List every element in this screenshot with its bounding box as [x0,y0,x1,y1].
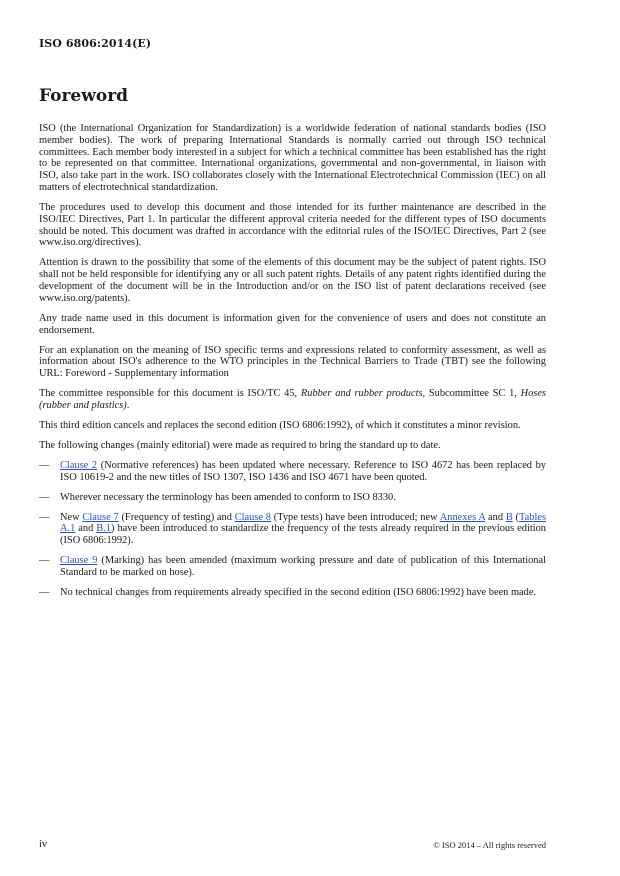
committee-prefix: The committee responsible for this document is ISO/TC 45, [39,388,301,400]
paragraph-iso-intro: ISO (the International Organization for Standardization) is a worldwide federation of national standards bodies (ISO member bodies). The work of preparing International Standards is normally carried out through ISO technical committees. Each member body interested in a subject for which a technical committee has been established has the right to be represented on that committee. International organizations, governmental and non-governmental, in liaison with ISO, also take part in the work. ISO collaborates closely with the International Electrotechnical Commission (IEC) on all matters of electrotechnical standardization. [39,123,546,193]
committee-sc-name: Hoses (rubber and plastics) [39,388,546,411]
clause-7-link[interactable]: Clause 7 [82,511,119,523]
list-item [39,587,546,599]
annexes-a-link[interactable]: Annexes A [439,511,486,523]
paragraph-changes-intro: The following changes (mainly editorial) were made as required to bring the standard up to date. [39,439,441,451]
clause-2-link[interactable]: Clause 2 [60,459,98,471]
paragraph-trade-name: Any trade name used in this document is information given for the convenience of users and does not constitute an endorsement. [39,312,546,336]
clause-9-link[interactable]: Clause 9 [60,555,98,567]
list-item [39,555,546,579]
paragraph-patents: Attention is drawn to the possibility that some of the elements of this document may be the subject of patent rights. ISO shall not be held responsible for identifying any or all such patent rights. Details of any patent rights identified during the development of the document will be in the Introduction and/or on the ISO list of patent declarations received (see www.iso.org/patents). [39,257,546,304]
changes-list [39,460,546,599]
list-item-text: (Normative references) has been updated where necessary. Reference to ISO 4672 has been replaced by ISO 10619-2 and the new titles of ISO 1307, ISO 1436 and ISO 4671 have been quoted. [60,459,546,483]
dash-bullet: — [39,586,50,598]
annex-b-link[interactable]: B [505,511,513,523]
paragraph-conformity: For an explanation on the meaning of ISO specific terms and expressions related to conformity assessment, as well as information about ISO's adherence to the WTO principles in the Technical Barriers to Trade (TBT) see the following URL: Foreword - Supplementary information [39,344,546,380]
list-item-text: No technical changes from requirements already specified in the second edition (ISO 6806:1992) have been made. [60,586,537,598]
list-item-text: and [485,511,506,523]
list-item-text: (Frequency of testing) and [118,511,235,523]
paragraph-committee [39,388,546,412]
committee-middle: , Subcommittee SC 1, [422,388,521,400]
list-item-text: ) have been introduced to standardize the frequency of the tests already required in the previous edition (ISO 6806:1992). [60,523,546,547]
document-id-header: ISO 6806:2014(E) [39,37,152,50]
paragraph-edition: This third edition cancels and replaces the second edition (ISO 6806:1992), of which it constitutes a minor revision. [39,419,521,431]
list-item-text: (Type tests) have been introduced; new [270,511,440,523]
foreword-body [39,123,546,607]
dash-bullet: — [39,491,50,503]
dash-bullet: — [39,459,50,471]
list-item [39,512,546,547]
copyright-notice: © ISO 2014 – All rights reserved [433,840,546,850]
page-number: iv [39,839,48,850]
paragraph-procedures: The procedures used to develop this document and those intended for its further maintenance are described in the ISO/IEC Directives, Part 1. In particular the different approval criteria needed for the different types of ISO documents should be noted. This document was drafted in accordance with the editorial rules of the ISO/IEC Directives, Part 2 (see www.iso.org/directives). [39,201,546,249]
list-item-text: and [75,523,97,535]
list-item [39,460,546,484]
dash-bullet: — [39,555,50,567]
committee-tc-name: Rubber and rubber products [300,388,423,400]
list-item-text: New [60,511,83,523]
list-item-text: (Marking) has been amended (maximum working pressure and date of publication of this International Standard to be marked on hose). [60,555,546,578]
table-b1-link[interactable]: B.1 [96,523,112,535]
table-a1-link[interactable]: Tables A.1 [60,511,547,535]
clause-8-link[interactable]: Clause 8 [234,511,271,523]
dash-bullet: — [39,511,50,523]
list-item [39,492,546,504]
page-title: Foreword [39,86,129,106]
list-item-text: Wherever necessary the terminology has been amended to conform to ISO 8330. [60,491,396,503]
list-item-text: ( [512,511,520,523]
committee-suffix: . [126,399,130,411]
